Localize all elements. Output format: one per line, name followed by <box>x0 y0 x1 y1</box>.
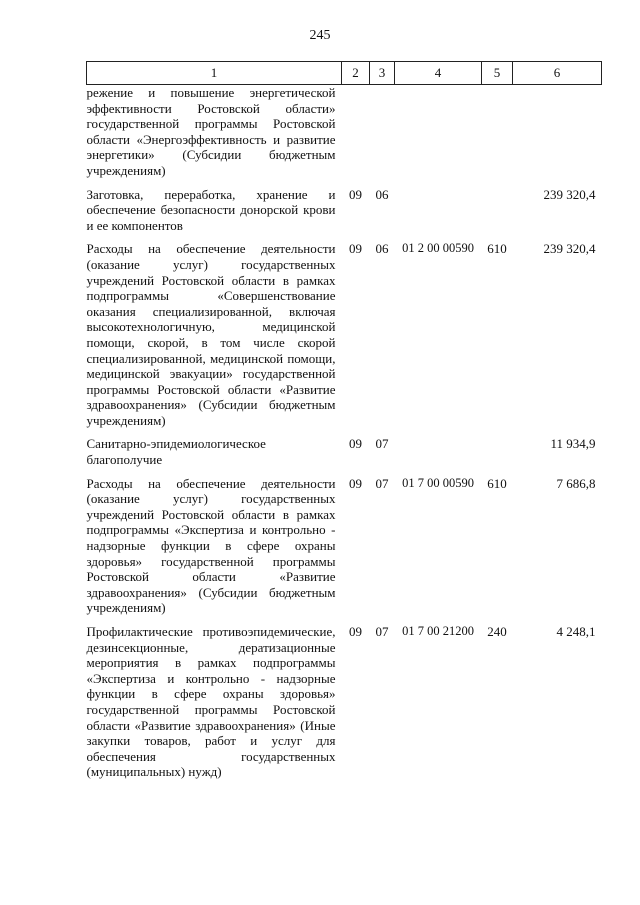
row-target-code: 01 7 00 21200 <box>402 624 474 638</box>
row-description: Расходы на обеспечение деятельности (оказание услуг) государственных учреждений Ростовской области в рамках подпрограммы «Экспертиза и контрольно - надзорные функции в сфере охраны здоровья» государственной программы Ростовской области «Развитие здравоохранения» (Субсидии бюджетным учреждениям) <box>86 475 336 616</box>
row-section <box>342 85 370 187</box>
row-description: Профилактические противоэпидемические, дезинсекционные, дератизационные мероприятия в рамках подпрограммы «Экспертиза и контрольно - надзорные функции в сфере охраны здоровья» государственной программы Ростовской области «Развитие здравоохранения» (Иные закупки товаров, работ и услуг для обеспечения государственных (муниципальных) нужд) <box>86 624 336 780</box>
budget-table <box>86 61 602 780</box>
row-description: режение и повышение энергетической эффективности Ростовской области» государственной программы Ростовской области «Энергоэффективность и развитие энергетики» (Субсидии бюджетным учреждениям) <box>86 85 336 178</box>
table-row <box>87 85 602 187</box>
table-row <box>87 476 602 624</box>
row-description: Санитарно-эпидемиологическое благополучие <box>86 436 266 468</box>
row-amount: 239 320,4 <box>543 241 596 257</box>
header-col-1: 1 <box>87 62 342 85</box>
row-subsection: 07 <box>375 436 389 452</box>
table-row <box>87 187 602 242</box>
row-section: 09 <box>349 241 362 257</box>
row-expense-type <box>482 85 513 187</box>
row-expense-type: 610 <box>487 475 507 491</box>
row-expense-type: 610 <box>487 241 507 257</box>
row-subsection: 07 <box>375 624 389 639</box>
header-row <box>87 62 602 85</box>
header-col-5: 5 <box>482 62 513 85</box>
table-row <box>87 436 602 475</box>
header-col-3: 3 <box>370 62 395 85</box>
row-section: 09 <box>349 624 362 639</box>
row-section: 09 <box>349 475 362 491</box>
row-target-code: 01 7 00 00590 <box>402 475 474 490</box>
row-expense-type <box>482 187 513 242</box>
page-number: 245 <box>309 28 331 43</box>
row-expense-type <box>482 436 513 475</box>
row-amount <box>513 85 602 187</box>
table-row <box>87 624 602 780</box>
row-description: Расходы на обеспечение деятельности (оказание услуг) государственных учреждений Ростовской области в рамках подпрограммы «Совершенствование оказания специализированной, включая высокотехнологичную, медицинской помощи, скорой, в том числе скорой специализированной, медицинской помощи, медицинской эвакуации» государственной программы Ростовской области «Развитие здравоохранения» (Субсидии бюджетным учреждениям) <box>86 241 336 428</box>
row-target-code <box>395 187 482 242</box>
row-subsection: 06 <box>375 241 389 257</box>
row-expense-type: 240 <box>487 624 507 639</box>
header-col-6: 6 <box>513 62 602 85</box>
row-section: 09 <box>349 436 362 452</box>
row-subsection: 07 <box>375 475 389 491</box>
row-amount: 4 248,1 <box>556 624 596 639</box>
row-target-code: 01 2 00 00590 <box>402 241 474 256</box>
row-amount: 7 686,8 <box>556 475 596 491</box>
header-col-2: 2 <box>342 62 370 85</box>
row-amount: 239 320,4 <box>543 186 596 202</box>
table-row <box>87 241 602 436</box>
row-description: Заготовка, переработка, хранение и обеспечение безопасности донорской крови и ее компонентов <box>86 186 336 233</box>
row-subsection: 06 <box>375 186 389 202</box>
row-target-code <box>395 85 482 187</box>
row-amount: 11 934,9 <box>550 436 596 452</box>
header-col-4: 4 <box>395 62 482 85</box>
row-section: 09 <box>349 186 362 202</box>
row-target-code <box>395 436 482 475</box>
row-subsection <box>370 85 395 187</box>
